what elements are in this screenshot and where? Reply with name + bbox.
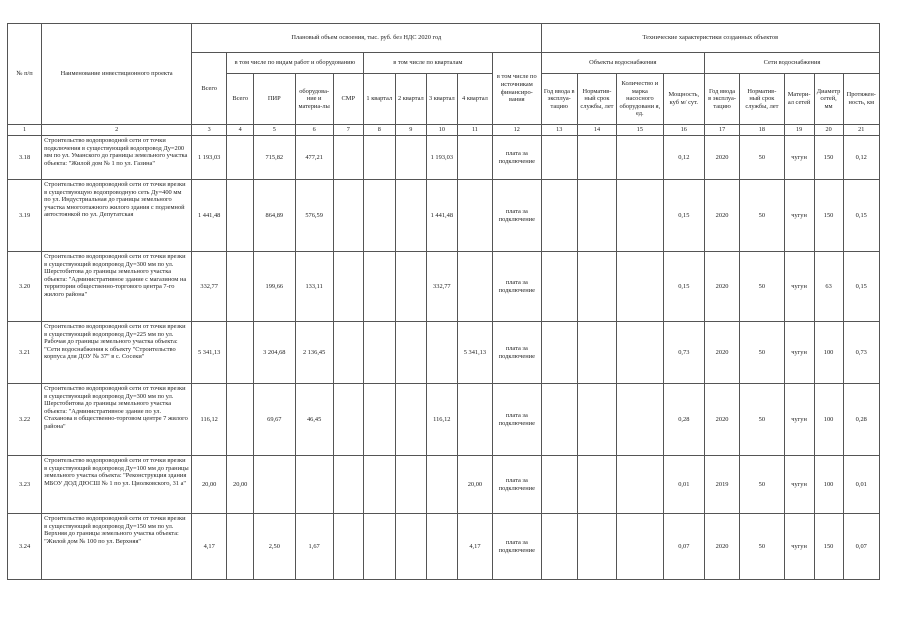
q2-cell: [395, 180, 426, 252]
source-cell: плата за подключение: [493, 456, 542, 514]
pir-cell: [227, 180, 254, 252]
header-service-life-objects: Норматив-ный срок службы, лет: [577, 74, 616, 125]
column-number: 10: [426, 125, 457, 136]
q1-cell: [363, 514, 395, 580]
pump-qty-cell: [617, 180, 664, 252]
length-cell: 0,07: [843, 514, 879, 580]
length-cell: 0,15: [843, 180, 879, 252]
column-number: 3: [192, 125, 227, 136]
source-cell: плата за подключение: [493, 136, 542, 180]
q2-cell: [395, 456, 426, 514]
smr-cell: 133,11: [295, 252, 333, 322]
pir-cell: 20,00: [227, 456, 254, 514]
year-op-objects-cell: [541, 456, 577, 514]
total-cell: 332,77: [192, 252, 227, 322]
header-water-networks: Сети водоснабжения: [704, 53, 879, 74]
column-number: 16: [663, 125, 704, 136]
header-by-quarters: в том числе по кварталам: [363, 53, 492, 74]
year-op-objects-cell: [541, 136, 577, 180]
service-life-cell: 50: [740, 322, 784, 384]
table-row: [8, 322, 880, 384]
header-diameter: Диаметр сетей, мм: [814, 74, 843, 125]
header-q3: 3 квартал: [426, 74, 457, 125]
capacity-cell: 0,28: [663, 384, 704, 456]
pump-qty-cell: [617, 136, 664, 180]
q4-cell: [457, 136, 492, 180]
material-cell: чугун: [784, 322, 814, 384]
total-cell: 5 341,13: [192, 322, 227, 384]
q2-cell: [395, 322, 426, 384]
material-cell: чугун: [784, 384, 814, 456]
service-life-objects-cell: [577, 322, 616, 384]
source-cell: плата за подключение: [493, 514, 542, 580]
source-cell: плата за подключение: [493, 322, 542, 384]
q1-cell: [363, 384, 395, 456]
pump-qty-cell: [617, 514, 664, 580]
header-equipment: оборудова-ние и материа-лы: [295, 74, 333, 125]
total-cell: 20,00: [192, 456, 227, 514]
other-cell: [333, 514, 363, 580]
capacity-cell: 0,15: [663, 252, 704, 322]
smr-cell: 576,59: [295, 180, 333, 252]
header-total: Всего: [192, 53, 227, 125]
column-number: 11: [457, 125, 492, 136]
q4-cell: [457, 252, 492, 322]
header-q1: 1 квартал: [363, 74, 395, 125]
column-number: 6: [295, 125, 333, 136]
row-number: 3.20: [8, 252, 42, 322]
header-q4: 4 квартал: [457, 74, 492, 125]
diameter-cell: 100: [814, 384, 843, 456]
pir-cell: [227, 384, 254, 456]
header-water-objects: Объекты водоснабжения: [541, 53, 704, 74]
service-life-objects-cell: [577, 514, 616, 580]
q4-cell: [457, 180, 492, 252]
project-name: Строительство водопроводной сети от точки врезки в существующий водопровод Ду=300 мм по ул. Шерстобитова до границы земельного участка объекта: "Административное здание по ул. Стаханова в общественно-торговом центре 7 жилого района": [42, 384, 192, 456]
other-cell: [333, 322, 363, 384]
column-number: 21: [843, 125, 879, 136]
source-cell: плата за подключение: [493, 180, 542, 252]
other-cell: [333, 136, 363, 180]
header-sources: в том числе по источникам финансиро-вания: [493, 53, 542, 125]
year-op-objects-cell: [541, 180, 577, 252]
q3-cell: [426, 322, 457, 384]
service-life-cell: 50: [740, 384, 784, 456]
q4-cell: [457, 384, 492, 456]
table-row: [8, 136, 880, 180]
row-number: 3.21: [8, 322, 42, 384]
service-life-objects-cell: [577, 456, 616, 514]
year-op-cell: 2020: [704, 322, 739, 384]
column-number: 4: [227, 125, 254, 136]
table-row: [8, 384, 880, 456]
column-number: 18: [740, 125, 784, 136]
total-cell: 116,12: [192, 384, 227, 456]
material-cell: чугун: [784, 514, 814, 580]
length-cell: 0,73: [843, 322, 879, 384]
capacity-cell: 0,73: [663, 322, 704, 384]
source-cell: плата за подключение: [493, 252, 542, 322]
diameter-cell: 100: [814, 322, 843, 384]
header-q2: 2 квартал: [395, 74, 426, 125]
length-cell: 0,01: [843, 456, 879, 514]
q4-cell: 5 341,13: [457, 322, 492, 384]
pump-qty-cell: [617, 456, 664, 514]
equipment-cell: 69,67: [254, 384, 295, 456]
q2-cell: [395, 514, 426, 580]
table-body: [8, 125, 880, 580]
material-cell: чугун: [784, 456, 814, 514]
service-life-objects-cell: [577, 384, 616, 456]
diameter-cell: 150: [814, 136, 843, 180]
diameter-cell: 63: [814, 252, 843, 322]
total-cell: 4,17: [192, 514, 227, 580]
smr-cell: 477,21: [295, 136, 333, 180]
length-cell: 0,28: [843, 384, 879, 456]
header-capacity: Мощность, куб м/ сут.: [663, 74, 704, 125]
pir-cell: [227, 252, 254, 322]
smr-cell: 2 136,45: [295, 322, 333, 384]
column-number: 5: [254, 125, 295, 136]
q2-cell: [395, 384, 426, 456]
investment-table-document: [7, 23, 880, 580]
total-cell: 1 441,48: [192, 180, 227, 252]
q3-cell: 116,12: [426, 384, 457, 456]
column-number: 19: [784, 125, 814, 136]
header-year-op-objects: Год ввода в эксплуа-тацию: [541, 74, 577, 125]
pir-cell: [227, 322, 254, 384]
column-number: 1: [8, 125, 42, 136]
service-life-cell: 50: [740, 252, 784, 322]
q4-cell: 20,00: [457, 456, 492, 514]
project-name: Строительство водопроводной сети от точки врезки в существующую водопроводную сеть Ду=400 мм по ул. Индустриальная до границы земельного участка многоэтажного жилого здания с подземной автостоянкой по ул. Депутатская: [42, 180, 192, 252]
service-life-objects-cell: [577, 180, 616, 252]
capacity-cell: 0,15: [663, 180, 704, 252]
pir-cell: [227, 136, 254, 180]
pump-qty-cell: [617, 252, 664, 322]
column-numbers-row: [8, 125, 880, 136]
service-life-objects-cell: [577, 252, 616, 322]
column-number: 2: [42, 125, 192, 136]
column-number: 13: [541, 125, 577, 136]
pump-qty-cell: [617, 384, 664, 456]
equipment-cell: 2,50: [254, 514, 295, 580]
other-cell: [333, 456, 363, 514]
q1-cell: [363, 180, 395, 252]
total-cell: 1 193,03: [192, 136, 227, 180]
row-number: 3.23: [8, 456, 42, 514]
q1-cell: [363, 322, 395, 384]
year-op-cell: 2020: [704, 136, 739, 180]
year-op-objects-cell: [541, 252, 577, 322]
source-cell: плата за подключение: [493, 384, 542, 456]
other-cell: [333, 252, 363, 322]
equipment-cell: 199,66: [254, 252, 295, 322]
capacity-cell: 0,12: [663, 136, 704, 180]
header-pir: ПИР: [254, 74, 295, 125]
q2-cell: [395, 252, 426, 322]
service-life-cell: 50: [740, 180, 784, 252]
investment-projects-table: [7, 23, 880, 580]
year-op-objects-cell: [541, 514, 577, 580]
year-op-cell: 2019: [704, 456, 739, 514]
q3-cell: 1 441,48: [426, 180, 457, 252]
diameter-cell: 150: [814, 180, 843, 252]
header-by-work-types: в том числе по видам работ и оборудованию: [227, 53, 364, 74]
table-row: [8, 456, 880, 514]
project-name: Строительство водопроводной сети от точки врезки в существующий водопровод Ду=300 мм по ул. Шерстобитова до границы земельного участка объекта: "Административное здание с магазином на территории общественно-торгового центра 7-го жилого района": [42, 252, 192, 322]
pump-qty-cell: [617, 322, 664, 384]
capacity-cell: 0,01: [663, 456, 704, 514]
header-smr: СМР: [333, 74, 363, 125]
year-op-objects-cell: [541, 322, 577, 384]
service-life-cell: 50: [740, 456, 784, 514]
length-cell: 0,15: [843, 252, 879, 322]
column-number: 7: [333, 125, 363, 136]
project-name: Строительство водопроводной сети от точки подключения в существующий водопровод Ду=200 мм по ул. Уманского до границы земельного участка объекта: "Жилой дом № 1 по ул. Газина": [42, 136, 192, 180]
capacity-cell: 0,07: [663, 514, 704, 580]
column-number: 8: [363, 125, 395, 136]
column-number: 15: [617, 125, 664, 136]
diameter-cell: 150: [814, 514, 843, 580]
row-number: 3.24: [8, 514, 42, 580]
header-plan-volume: Плановый объем освоения, тыс. руб. без НДС 2020 год: [192, 24, 542, 53]
q3-cell: 1 193,03: [426, 136, 457, 180]
pir-cell: [227, 514, 254, 580]
year-op-cell: 2020: [704, 514, 739, 580]
year-op-cell: 2020: [704, 180, 739, 252]
material-cell: чугун: [784, 136, 814, 180]
header-length: Протяжен-ность, км: [843, 74, 879, 125]
service-life-cell: 50: [740, 136, 784, 180]
equipment-cell: 3 204,68: [254, 322, 295, 384]
q1-cell: [363, 252, 395, 322]
year-op-cell: 2020: [704, 252, 739, 322]
diameter-cell: 100: [814, 456, 843, 514]
header-material: Матери-ал сетей: [784, 74, 814, 125]
header-pump-qty: Количество и марка насосного оборудовани я, ед.: [617, 74, 664, 125]
q1-cell: [363, 136, 395, 180]
column-number: 17: [704, 125, 739, 136]
service-life-objects-cell: [577, 136, 616, 180]
smr-cell: [295, 456, 333, 514]
row-number: 3.18: [8, 136, 42, 180]
table-row: [8, 514, 880, 580]
other-cell: [333, 180, 363, 252]
equipment-cell: [254, 456, 295, 514]
header-tech-characteristics: Технические характеристики созданных объектов: [541, 24, 879, 53]
row-number: 3.19: [8, 180, 42, 252]
project-name: Строительство водопроводной сети от точки врезки в существующий водопровод Ду=150 мм по ул. Верхняя до границы земельного участка объекта: "Жилой дом № 100 по ул. Верхняя": [42, 514, 192, 580]
table-row: [8, 252, 880, 322]
smr-cell: 46,45: [295, 384, 333, 456]
length-cell: 0,12: [843, 136, 879, 180]
header-year-op-networks: Год ввода в эксплуа-тацию: [704, 74, 739, 125]
q3-cell: [426, 514, 457, 580]
column-number: 20: [814, 125, 843, 136]
header-service-life-networks: Норматив-ный срок службы, лет: [740, 74, 784, 125]
project-name: Строительство водопроводной сети от точки врезки в существующий водопровод Ду=225 мм по ул. Рабочая до границы земельного участка объекта: "Сети водоснабжения к объекту "Строительство корпуса для ДОУ № 37" в с. Сосеки": [42, 322, 192, 384]
table-row: [8, 180, 880, 252]
material-cell: чугун: [784, 180, 814, 252]
q3-cell: [426, 456, 457, 514]
service-life-cell: 50: [740, 514, 784, 580]
project-name: Строительство водопроводной сети от точки врезки в существующий водопровод Ду=100 мм до границы земельного участка объекта: "Реконструкция здания МБОУ ДОД ДЮСШ № 1 по ул. Циолковского, 31 а": [42, 456, 192, 514]
header-total-sub: Всего: [227, 74, 254, 125]
material-cell: чугун: [784, 252, 814, 322]
q2-cell: [395, 136, 426, 180]
q4-cell: 4,17: [457, 514, 492, 580]
q1-cell: [363, 456, 395, 514]
header-row-1: [8, 24, 880, 53]
smr-cell: 1,67: [295, 514, 333, 580]
column-number: 14: [577, 125, 616, 136]
column-number: 9: [395, 125, 426, 136]
year-op-cell: 2020: [704, 384, 739, 456]
year-op-objects-cell: [541, 384, 577, 456]
header-num: № п/п: [8, 24, 42, 125]
header-project-name: Наименование инвестиционного проекта: [42, 24, 192, 125]
other-cell: [333, 384, 363, 456]
equipment-cell: 864,89: [254, 180, 295, 252]
column-number: 12: [493, 125, 542, 136]
row-number: 3.22: [8, 384, 42, 456]
q3-cell: 332,77: [426, 252, 457, 322]
equipment-cell: 715,82: [254, 136, 295, 180]
